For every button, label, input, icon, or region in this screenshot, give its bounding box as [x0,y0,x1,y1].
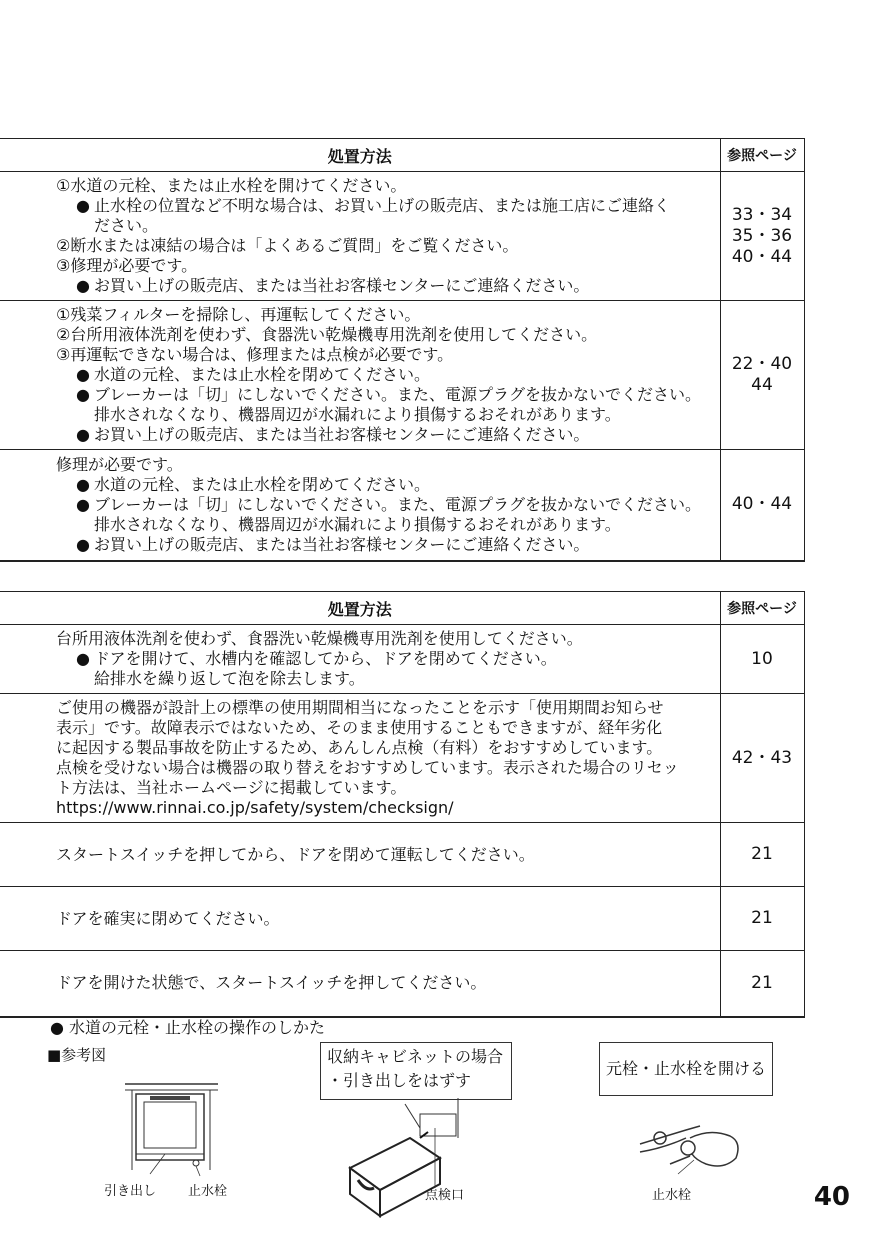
open-valve-box: 元栓・止水栓を開ける [599,1042,773,1096]
troubleshoot-table-1 [0,138,805,562]
text-line: ③修理が必要です。 [56,256,198,275]
troubleshoot-table-2 [0,591,805,1018]
valve-operation-note [50,1015,325,1038]
text-line: スタートスイッチを押してから、ドアを閉めて運転してください。 [56,844,535,864]
text-line: 止水栓の位置など不明な場合は、お買い上げの販売店、または施工店にご連絡く [94,196,671,215]
text-line: ②断水または凍結の場合は「よくあるご質問」をご覧ください。 [56,236,519,255]
text-line: ドアを開けて、水槽内を確認してから、ドアを閉めてください。 [94,649,557,668]
table-row: ①水道の元栓、または止水栓を開けてください。 ● 止水栓の位置など不明な場合は、お買い上げの販売店、または施工店にご連絡く ださい。 ②断水または凍結の場合は「よくあるご質問」をご覧ください。 ③修理が必要です。 ● お買い上げの販売店、または当社お客様センターにご連絡ください。 33・34 35・36 40・44 [0,172,804,301]
text-line: 水道の元栓、または止水栓を閉めてください。 [94,474,431,494]
text-line: 修理が必要です。 [56,454,183,474]
text-line: 給排水を繰り返して泡を除去します。 [94,669,365,688]
text-line: ・引き出しをはずす [327,1071,472,1090]
cabinet-instruction-box [320,1042,512,1100]
text-line: ブレーカーは「切」にしないでください。また、電源プラグを抜かないでください。 [94,494,702,514]
text-line: ブレーカーは「切」にしないでください。また、電源プラグを抜かないでください。 [94,385,702,404]
ref-page: 40・44 [731,494,793,515]
ref-page: 40・44 [731,246,793,267]
text-line: ③再運転できない場合は、修理または点検が必要です。 [56,345,454,364]
ref-page: 22・40 [731,354,793,374]
table-row [0,951,804,1017]
ref-page: 10 [751,648,773,669]
header-remedy: 処置方法 [0,139,720,172]
table-row: 台所用液体洗剤を使わず、食器洗い乾燥機専用洗剤を使用してください。 ● ドアを開けて、水槽内を確認してから、ドアを閉めてください。 給排水を繰り返して泡を除去します。 10 [0,625,804,694]
text-line: 点検を受けない場合は機器の取り替えをおすすめしています。表示された場合のリセッ [56,758,679,777]
text-line: 水道の元栓、または止水栓を閉めてください。 [94,365,431,384]
text-line: 台所用液体洗剤を使わず、食器洗い乾燥機専用洗剤を使用してください。 [56,629,583,648]
ref-page: 35・36 [731,225,793,246]
table-row [0,694,804,823]
text-line: に起因する製品事故を防止するため、あんしん点検（有料）をおすすめしています。 [56,738,663,757]
text-line: 収納キャビネットの場合 [327,1047,504,1066]
text-line: 表示」です。故障表示ではないため、そのまま使用することもできますが、経年劣化 [56,718,663,737]
valve-label-1: 止水栓 [188,1184,228,1199]
note-text: 水道の元栓・止水栓の操作のしかた [69,1018,326,1037]
table-row: 修理が必要です。 ● 水道の元栓、または止水栓を閉めてください。 ● ブレーカーは「切」にしないでください。また、電源プラグを抜かないでください。 排水されなくなり、機器周辺が水漏れにより損傷するおそれがあります。 ● お買い上げの販売店、または当社お客様センターにご連絡ください。 40・44 [0,450,804,561]
ref-page: 21 [751,844,773,864]
valve-hand-illustration [630,1108,750,1188]
text-line: お買い上げの販売店、または当社お客様センターにご連絡ください。 [94,425,590,444]
valve-label-2: 止水栓 [652,1188,692,1203]
text-line: お買い上げの販売店、または当社お客様センターにご連絡ください。 [94,534,590,554]
ref-page: 33・34 [731,204,793,225]
drawer-label: 引き出し [104,1184,157,1199]
header-ref-page: 参照ページ [720,139,804,172]
header-remedy: 処置方法 [0,592,720,625]
inspection-port-label: 点検口 [425,1188,465,1203]
ref-page: 21 [751,972,773,993]
ref-page: 42・43 [731,747,793,768]
text-line: ト方法は、当社ホームページに掲載しています。 [56,778,407,797]
text-line: 排水されなくなり、機器周辺が水漏れにより損傷するおそれがあります。 [94,405,621,424]
bullet-icon: ● [50,1018,70,1037]
table-row [0,823,804,887]
text-line: ①水道の元栓、または止水栓を開けてください。 [56,176,407,195]
text-line: ださい。 [94,216,159,235]
header-ref-page: 参照ページ [720,592,804,625]
ref-page: 44 [751,375,773,395]
table-row [0,887,804,951]
text-line: ご使用の機器が設計上の標準の使用期間相当になったことを示す「使用期間お知らせ [56,698,664,717]
reference-figure-label: ■参考図 [47,1046,107,1064]
text-line: ドアを開けた状態で、スタートスイッチを押してください。 [56,973,487,993]
text-line: お買い上げの販売店、または当社お客様センターにご連絡ください。 [94,276,590,295]
page-number: 40 [813,1182,850,1212]
text-line: ②台所用液体洗剤を使わず、食器洗い乾燥機専用洗剤を使用してください。 [56,325,598,344]
text-line: 排水されなくなり、機器周辺が水漏れにより損傷するおそれがあります。 [94,514,621,534]
text-line: ①残菜フィルターを掃除し、再運転してください。 [56,305,421,324]
text-line: ドアを確実に閉めてください。 [56,908,280,928]
dishwasher-cabinet-illustration [120,1080,230,1180]
checksign-url: https://www.rinnai.co.jp/safety/system/checksign/ [56,798,454,817]
table-row: ①残菜フィルターを掃除し、再運転してください。 ②台所用液体洗剤を使わず、食器洗い乾燥機専用洗剤を使用してください。 ③再運転できない場合は、修理または点検が必要です。 ● 水道の元栓、または止水栓を閉めてください。 ● ブレーカーは「切」にしないでください。また、電源プラグを抜かないでください。 排水されなくなり、機器周辺が水漏れにより損傷するおそれがあります。 ● お買い上げの販売店、または当社お客様センターにご連絡ください。 22・40 44 [0,301,804,450]
ref-page: 21 [751,908,773,928]
